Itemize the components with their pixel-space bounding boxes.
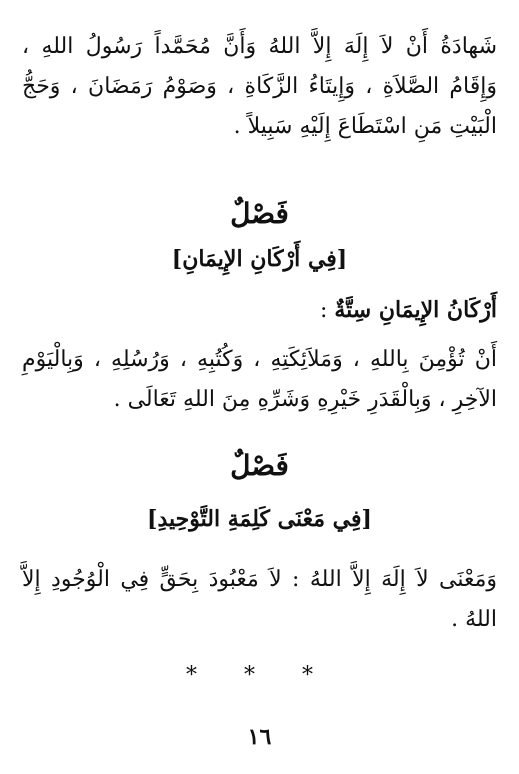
section-title-pillars-of-faith: [فِي أَرْكَانِ الإِيمَانِ] [171,246,348,272]
statement-pillars-of-faith-count [22,292,497,329]
statement-bold-text: أَرْكَانُ الإِيمَانِ سِتَّةٌ [334,297,497,323]
paragraph-pillars-of-islam: شَهادَةُ أَنْ لاَ إِلَهَ إِلاَّ اللهُ وَأَنَّ مُحَمَّداً رَسُولُ اللهِ ، وَإِقَامُ الصَّلاَةِ ، وَإِيتَاءُ الزَّكَاةِ ، وَصَوْمُ رَمَضَانَ ، وَحَجُّ الْبَيْتِ مَنِ اسْتَطَاعَ إِلَيْهِ سَبِيلاً . [22,34,497,139]
section-heading-fasl-2: فَصْلٌ [230,449,289,482]
section-title-meaning-of-tawhid: [فِي مَعْنَى كَلِمَةِ التَّوْحِيدِ] [147,506,372,532]
statement-colon: : [319,298,335,323]
paragraph-meaning-of-tawhid: وَمَعْنَى لاَ إِلَهَ إِلاَّ اللهُ : لاَ مَعْبُودَ بِحَقٍّ فِي الْوُجُودِ إِلاَّ اللهُ . [22,567,497,632]
page-number: ١٦ [247,724,272,750]
section-separator: * * * [186,663,333,688]
paragraph-pillars-of-faith: أَنْ تُؤْمِنَ بِاللهِ ، وَمَلاَئِكَتِهِ ، وَكُتُبِهِ ، وَرُسُلِهِ ، وَبِالْيَوْمِ الآخِرِ ، وَبِالْقَدَرِ خَيْرِهِ وَشَرِّهِ مِنَ اللهِ تَعَالَى . [22,347,497,412]
section-heading-fasl-1: فَصْلٌ [230,197,289,230]
